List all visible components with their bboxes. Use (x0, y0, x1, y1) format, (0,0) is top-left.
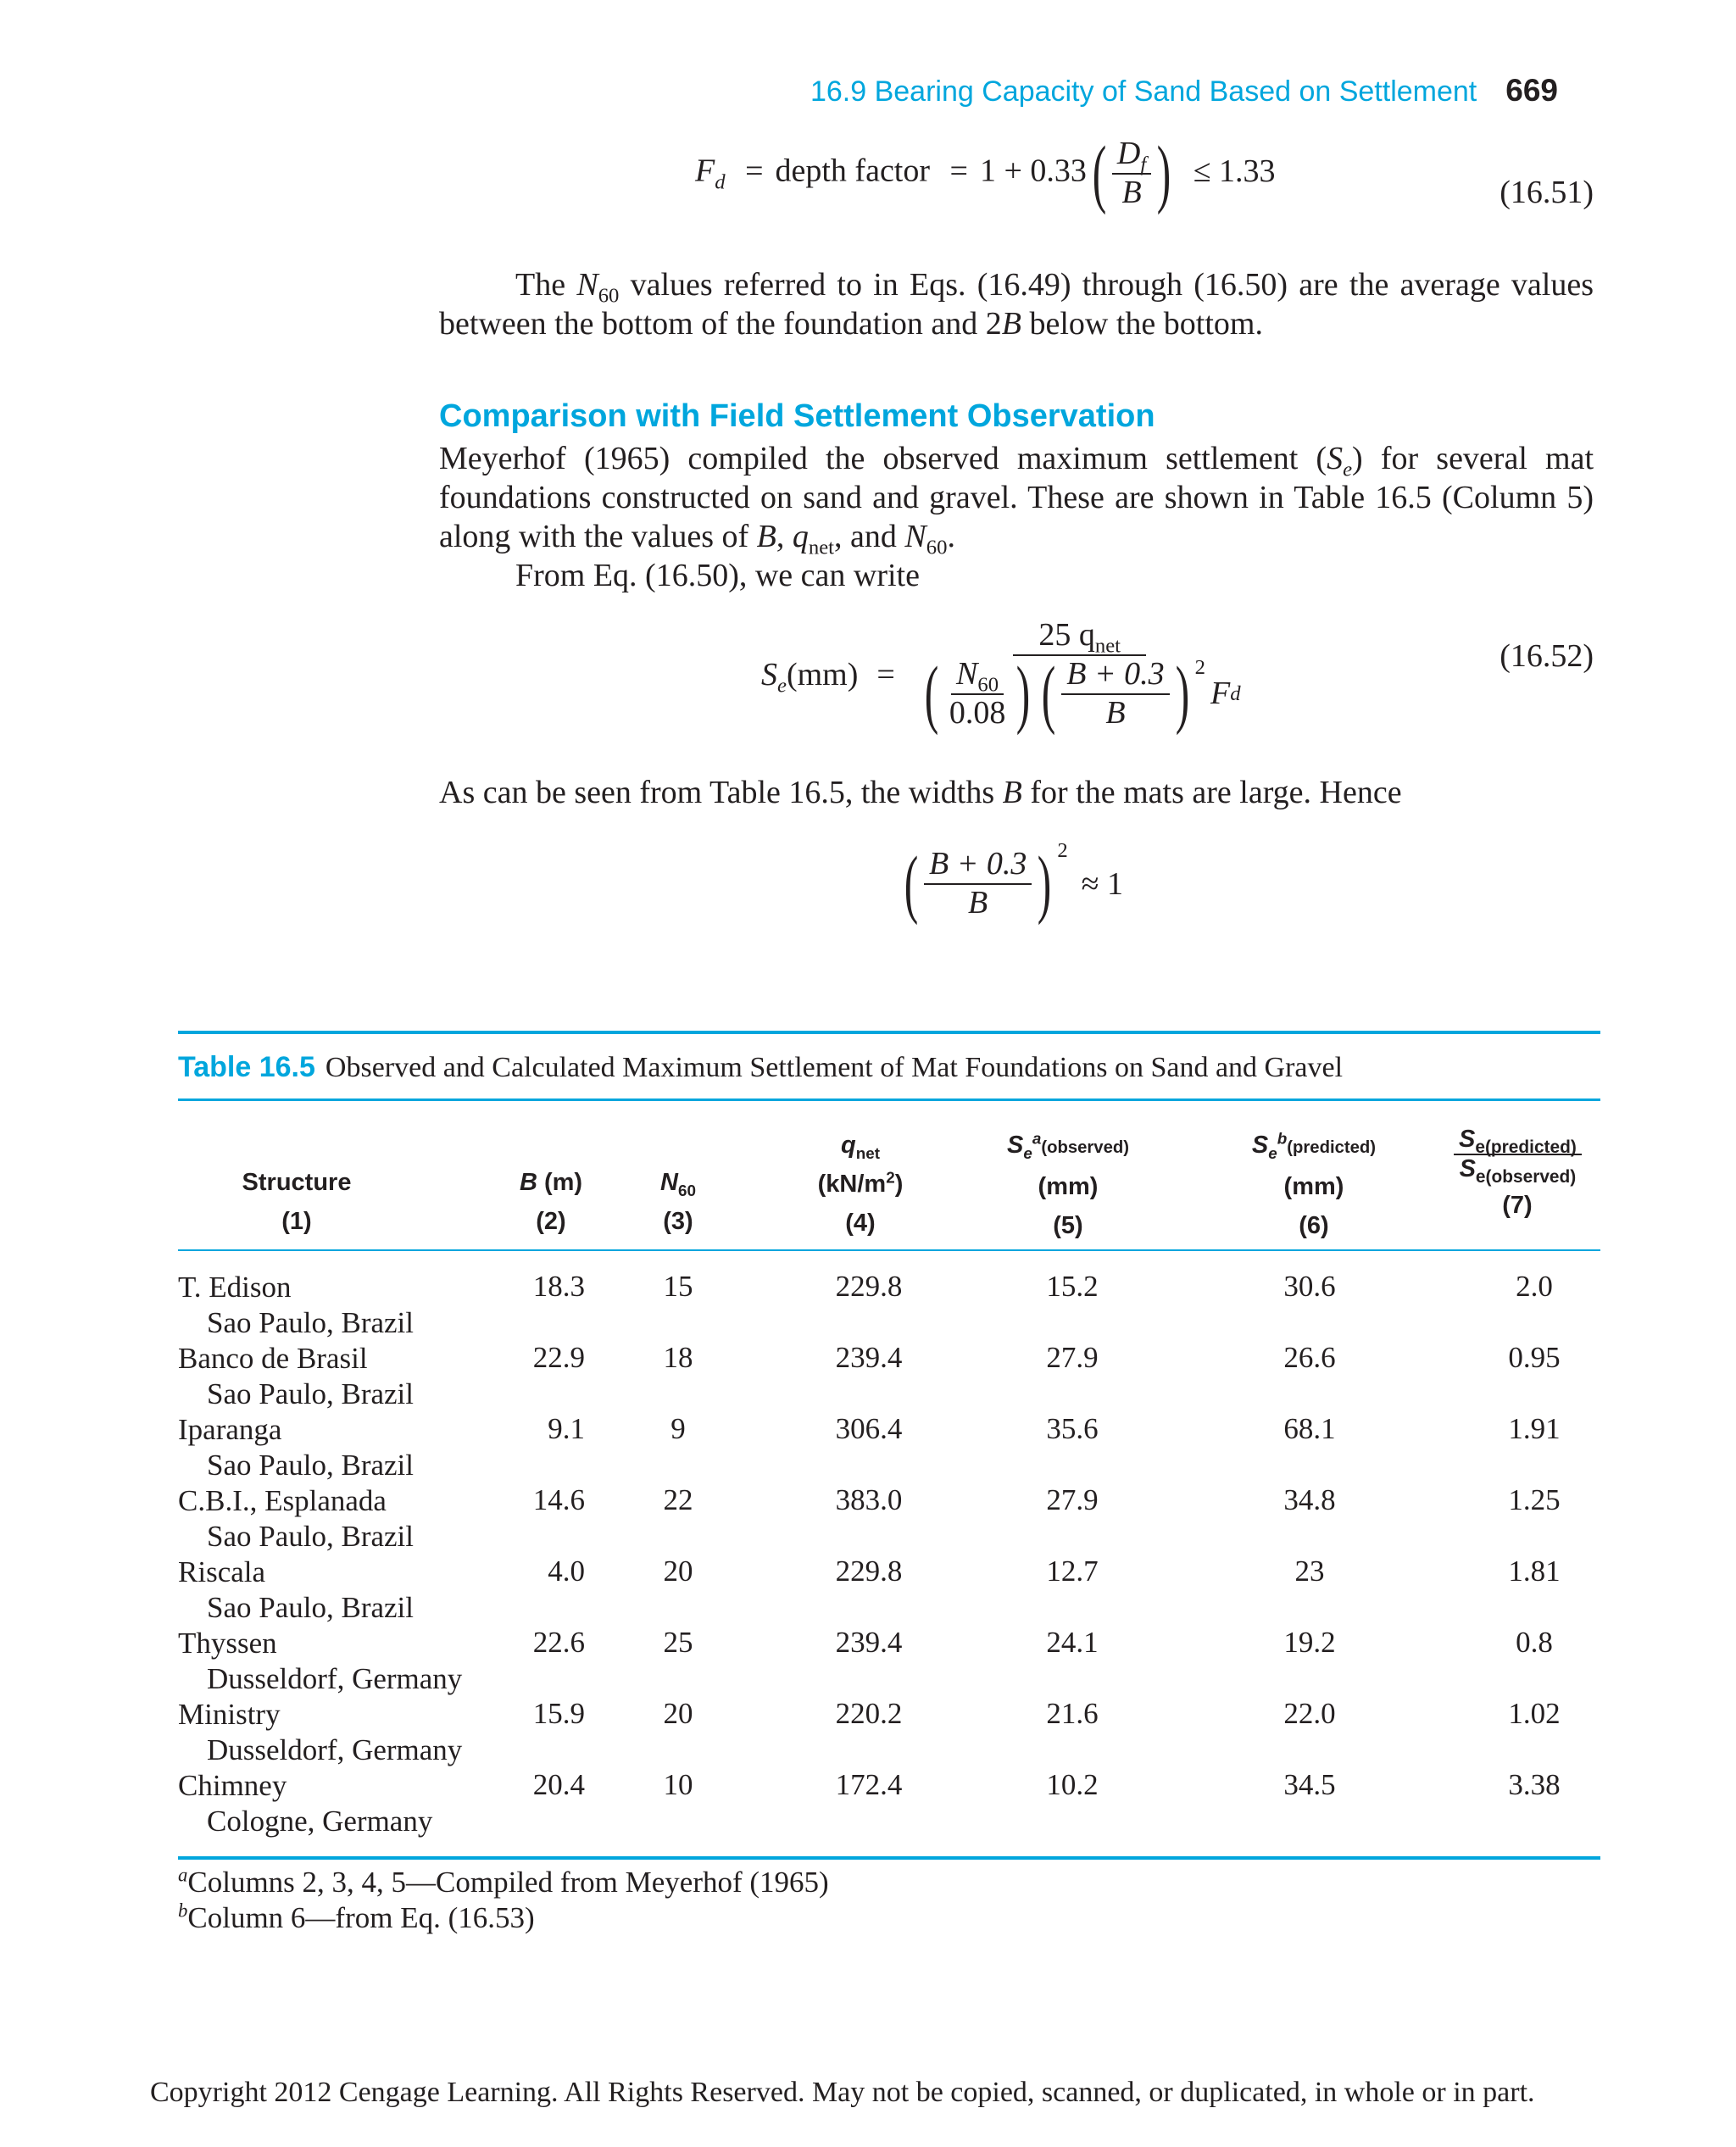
depth-fraction: $\frac{D_f}{B}$ (1112, 136, 1151, 211)
paragraph-widths-large: As can be seen from Table 16.5, the widths B for the mats are large. Hence (439, 775, 1402, 810)
equation-number-16-52: (16.52) (1500, 638, 1594, 674)
equation-number-16-51: (16.51) (1500, 175, 1594, 210)
table-footnotes (178, 1865, 829, 1936)
table-row: Iparanga Sao Paulo, Brazil 9.1 9 306.4 35.6 68.1 1.91 (178, 1412, 1561, 1482)
header-se-observed: $S_e^a(observed)$ (mm) (5) (1007, 1129, 1129, 1239)
header-qnet: $q_{net}$ $(kN/m^2)$ (4) (817, 1132, 904, 1237)
settlement-fraction: 25 $q_{net}$ ( $\frac{N_{60}}{0.08}$ ) ( $\frac{B + 0.3}{B}$ ) 2 F d (924, 617, 1241, 736)
table-row: Chimney Cologne, Germany 20.4 10 172.4 10.2 34.5 3.38 (178, 1768, 1561, 1838)
footnote-b: $^b$Column 6—from Eq. (16.53) (178, 1899, 535, 1934)
section-title: 16.9 Bearing Capacity of Sand Based on Settlement (810, 75, 1477, 108)
page-number: 669 (1505, 73, 1558, 108)
paragraph-meyerhof: Meyerhof (1965) compiled the observed maximum settlement $(S_e)$ for several mat foundations constructed on sand and gravel. These are shown in Table 16.5 (Column 5) along with the values of B, $q_{net}$, and $N_{60}$. (439, 441, 1594, 559)
section-heading: Comparison with Field Settlement Observation (439, 398, 1155, 434)
header-b: B (m) (2) (519, 1169, 583, 1235)
copyright-notice: Copyright 2012 Cengage Learning. All Rights Reserved. May not be copied, scanned, or duplicated, in whole or in part. (150, 2077, 1535, 2108)
footnote-a: $^a$Columns 2, 3, 4, 5—Compiled from Meyerhof (1965) (178, 1864, 829, 1899)
header-se-predicted: $S_e^b(predicted)$ (mm) (6) (1251, 1129, 1377, 1239)
equation-16-52: $S_e(mm)$ = 25 $q_{net}$ ( $\frac{N_{60}}{0.08}$ ) ( $\frac{B + 0.3}{B}$ ) 2 F d (761, 617, 1246, 732)
table-row: T. Edison Sao Paulo, Brazil 18.3 15 229.8 15.2 30.6 2.0 (178, 1270, 1553, 1339)
table-header-rule (178, 1249, 1600, 1251)
header-structure: Structure (1) (242, 1169, 352, 1235)
table-row: Ministry Dusseldorf, Germany 15.9 20 220.2 21.6 22.0 1.02 (178, 1697, 1561, 1766)
paragraph-we-can-write: From Eq. (16.50), we can write (515, 558, 920, 593)
table-row: Thyssen Dusseldorf, Germany 22.6 25 239.4 24.1 19.2 0.8 (178, 1626, 1553, 1695)
equation-16-51: $F_d$ = depth factor = 1 + 0.33( $\frac{D_f}{B}$ ) ≤ 1.33 (695, 131, 1276, 215)
table-caption-rule (178, 1099, 1600, 1101)
table-row: Riscala Sao Paulo, Brazil 4.0 20 229.8 12.7 23 1.81 (178, 1555, 1561, 1624)
table-caption: Table 16.5 Observed and Calculated Maximum Settlement of Mat Foundations on Sand and Gravel (178, 1051, 1344, 1083)
table-row: Banco de Brasil Sao Paulo, Brazil 22.9 18 239.4 27.9 26.6 0.95 (178, 1341, 1561, 1410)
header-n60: $N_{60}$ (3) (660, 1169, 696, 1235)
running-head (810, 73, 1558, 108)
table-top-rule (178, 1031, 1600, 1034)
header-ratio: $\frac{S_{e(predicted)}}{S_{e(observed)}}$ (7) (1454, 1126, 1581, 1225)
table-bottom-rule (178, 1856, 1600, 1860)
table-label: Table 16.5 (178, 1051, 315, 1083)
paragraph-n60-average: The $N_{60}$ values referred to in Eqs. (16.49) through (16.50) are the average values between the bottom of the foundation and 2B below the bottom. (439, 267, 1594, 342)
table-row: C.B.I., Esplanada Sao Paulo, Brazil 14.6 22 383.0 27.9 34.8 1.25 (178, 1483, 1561, 1553)
approx-equation: ( $\frac{B + 0.3}{B}$ ) 2 ≈ 1 (904, 839, 1124, 926)
table-header (178, 1119, 1600, 1238)
